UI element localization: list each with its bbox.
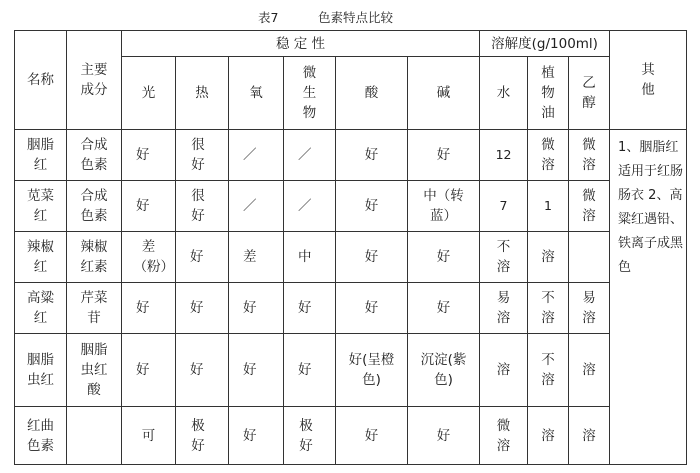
cell-heat: 很好: [176, 181, 229, 232]
cell-microbe: 中: [284, 232, 336, 283]
cell-plant-oil: 1: [528, 181, 569, 232]
cell-water: 12: [480, 130, 528, 181]
cell-oxygen: ／: [229, 181, 284, 232]
row-name: 胭脂虫红: [15, 334, 67, 407]
cell-microbe: 极好: [284, 407, 336, 465]
header-stability: 稳 定 性: [122, 31, 480, 57]
row-component: 芹菜苷: [67, 283, 122, 334]
header-water: 水: [480, 57, 528, 130]
table-row: [15, 283, 687, 334]
row-name: 辣椒红: [15, 232, 67, 283]
table-row: [15, 130, 687, 181]
cell-heat: 很好: [176, 130, 229, 181]
pigment-comparison-table: [14, 30, 687, 465]
cell-ethanol: [569, 232, 610, 283]
row-component: 辣椒红素: [67, 232, 122, 283]
cell-plant-oil: 微溶: [528, 130, 569, 181]
cell-ethanol: 微溶: [569, 130, 610, 181]
cell-light: 可: [122, 407, 176, 465]
header-heat: 热: [176, 57, 229, 130]
row-name: 红曲色素: [15, 407, 67, 465]
header-other: 其他: [610, 31, 687, 130]
row-component: [67, 407, 122, 465]
cell-alkali: 沉淀(紫色): [408, 334, 480, 407]
cell-heat: 极好: [176, 407, 229, 465]
cell-water: 易溶: [480, 283, 528, 334]
cell-plant-oil: 不溶: [528, 334, 569, 407]
header-component: 主要成分: [67, 31, 122, 130]
row-name: 胭脂红: [15, 130, 67, 181]
cell-oxygen: 好: [229, 407, 284, 465]
cell-water: 7: [480, 181, 528, 232]
cell-oxygen: 好: [229, 334, 284, 407]
table-row: [15, 407, 687, 465]
table-title: 色素特点比较: [318, 10, 394, 25]
cell-heat: 好: [176, 334, 229, 407]
cell-alkali: 好: [408, 407, 480, 465]
cell-oxygen: 差: [229, 232, 284, 283]
cell-light: 好: [122, 283, 176, 334]
table-caption: [0, 4, 700, 26]
cell-heat: 好: [176, 283, 229, 334]
cell-acid: 好: [336, 407, 408, 465]
cell-microbe: 好: [284, 283, 336, 334]
header-oxygen: 氧: [229, 57, 284, 130]
table-number: 表7: [258, 10, 279, 25]
cell-ethanol: 易溶: [569, 283, 610, 334]
cell-acid: 好(呈橙色): [336, 334, 408, 407]
cell-ethanol: 微溶: [569, 181, 610, 232]
cell-light: 好: [122, 130, 176, 181]
cell-light: 好: [122, 334, 176, 407]
cell-alkali: 好: [408, 283, 480, 334]
cell-ethanol: 溶: [569, 407, 610, 465]
row-component: 合成色素: [67, 130, 122, 181]
cell-microbe: ／: [284, 181, 336, 232]
cell-light: 差（粉）: [122, 232, 176, 283]
row-component: 合成色素: [67, 181, 122, 232]
cell-alkali: 好: [408, 130, 480, 181]
cell-acid: 好: [336, 232, 408, 283]
header-alkali: 碱: [408, 57, 480, 130]
header-solubility: 溶解度(g/100ml): [480, 31, 610, 57]
cell-alkali: 好: [408, 232, 480, 283]
cell-acid: 好: [336, 283, 408, 334]
table-row: [15, 334, 687, 407]
cell-plant-oil: 溶: [528, 232, 569, 283]
notes-cell: 1、胭脂红适用于红肠肠衣 2、高粱红遇铅、铁离子成黑色: [610, 130, 687, 465]
row-name: 高粱红: [15, 283, 67, 334]
cell-microbe: 好: [284, 334, 336, 407]
cell-alkali: 中（转蓝）: [408, 181, 480, 232]
cell-oxygen: ／: [229, 130, 284, 181]
header-name: 名称: [15, 31, 67, 130]
header-microbe: 微生物: [284, 57, 336, 130]
cell-light: 好: [122, 181, 176, 232]
cell-plant-oil: 溶: [528, 407, 569, 465]
row-name: 苋菜红: [15, 181, 67, 232]
cell-ethanol: 溶: [569, 334, 610, 407]
table-row: [15, 181, 687, 232]
cell-microbe: ／: [284, 130, 336, 181]
cell-water: 微溶: [480, 407, 528, 465]
header-light: 光: [122, 57, 176, 130]
row-component: 胭脂虫红酸: [67, 334, 122, 407]
cell-heat: 好: [176, 232, 229, 283]
table-row: [15, 232, 687, 283]
header-acid: 酸: [336, 57, 408, 130]
cell-plant-oil: 不溶: [528, 283, 569, 334]
header-plant-oil: 植物油: [528, 57, 569, 130]
cell-acid: 好: [336, 130, 408, 181]
header-ethanol: 乙醇: [569, 57, 610, 130]
cell-water: 溶: [480, 334, 528, 407]
cell-acid: 好: [336, 181, 408, 232]
cell-water: 不溶: [480, 232, 528, 283]
cell-oxygen: 好: [229, 283, 284, 334]
